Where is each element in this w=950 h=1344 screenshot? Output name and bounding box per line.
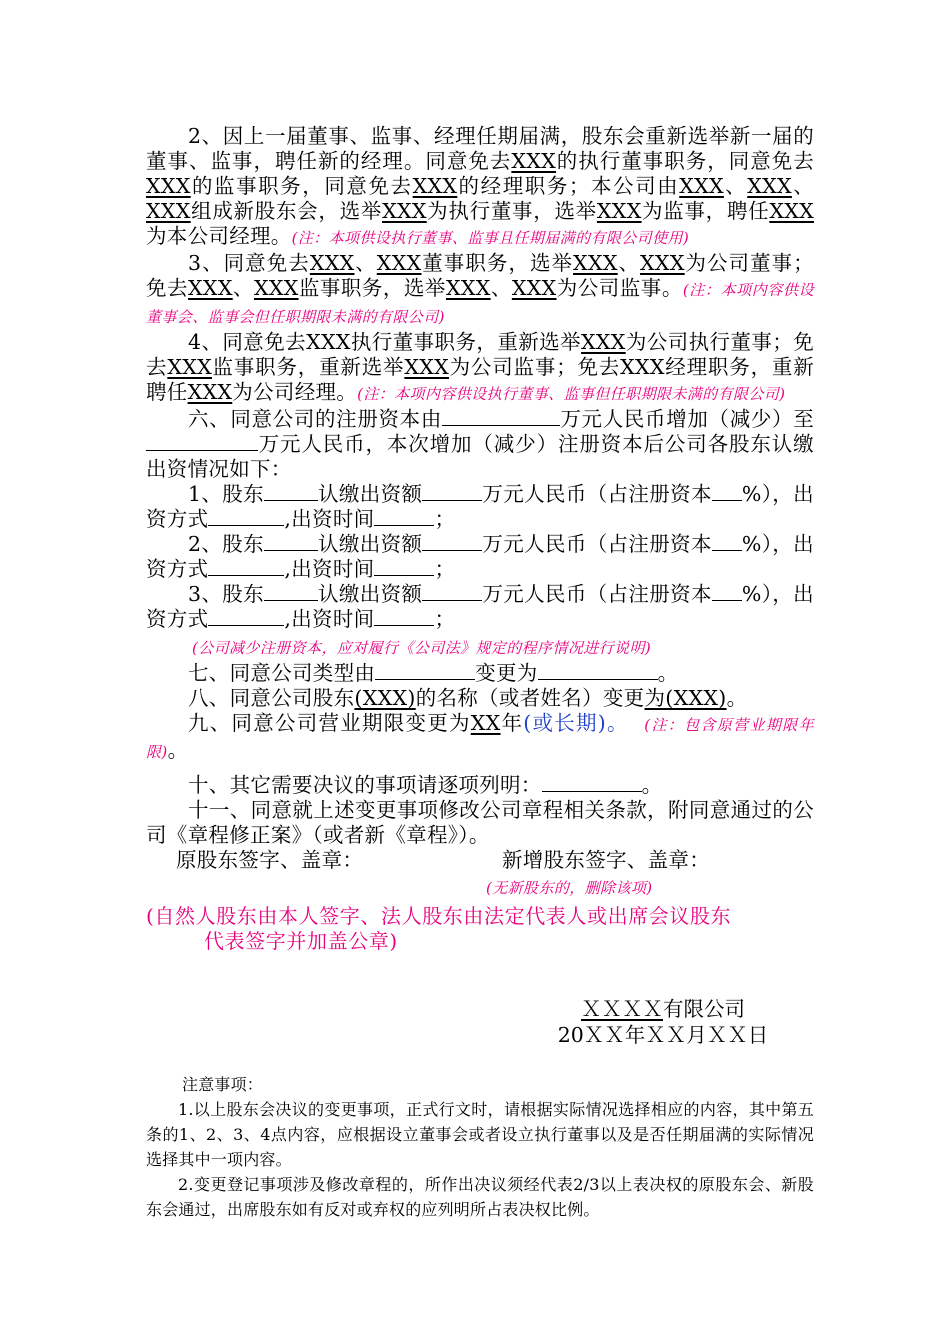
- text: 为公司监事；免去XXX经理职务，重新聘任: [146, 355, 814, 404]
- blank-line: [538, 661, 658, 680]
- text: 、: [617, 251, 641, 275]
- blank-line: [374, 607, 434, 626]
- blank-line: [264, 482, 318, 501]
- text: 八、同意公司股东: [188, 686, 355, 710]
- placeholder-name: XXX: [146, 199, 191, 223]
- blank-line: [712, 532, 742, 551]
- long-term-option: (或长期)。: [523, 711, 629, 735]
- text: 。: [657, 661, 679, 685]
- text: 万元人民币增加（减少）至: [560, 407, 814, 431]
- blank-line: [374, 507, 434, 526]
- placeholder-name: XXX: [640, 251, 685, 275]
- usage-note: (注：包含原营业期限年限): [146, 716, 814, 761]
- blank-line: [208, 557, 284, 576]
- text: ,出资时间: [284, 607, 375, 631]
- company-signature-block: [548, 996, 778, 1048]
- text: 董事职务，选举: [421, 251, 574, 275]
- item-2: [146, 124, 814, 251]
- text: %），: [741, 582, 794, 606]
- notice-title: 注意事项：: [182, 1075, 264, 1094]
- text: 万元人民币（占注册资本: [482, 482, 712, 506]
- usage-note: (注：本项内容供设执行董事、监事但任职期限未满的有限公司): [357, 385, 786, 403]
- placeholder-name: XXX: [187, 380, 233, 404]
- text: 变更为: [475, 661, 538, 685]
- reduce-capital-note: [146, 634, 814, 661]
- text: 万元人民币（占注册资本: [482, 582, 712, 606]
- text: ；: [434, 507, 456, 531]
- item-9: [146, 711, 814, 765]
- item-7: [146, 661, 814, 686]
- text: 出资方式: [146, 482, 814, 531]
- text: %），: [741, 482, 794, 506]
- text: 监事职务，重新选举: [212, 355, 405, 379]
- text: 年: [500, 711, 524, 735]
- placeholder-name: XXX: [596, 199, 642, 223]
- text: 认缴出资额: [317, 532, 423, 556]
- usage-note: (无新股东的，删除该项): [486, 879, 653, 897]
- item-8: [146, 686, 814, 711]
- item-10: [146, 773, 814, 798]
- text: 认缴出资额: [317, 482, 423, 506]
- company-name: [548, 996, 778, 1022]
- text: 、: [354, 251, 377, 275]
- text: ；: [434, 557, 456, 581]
- text: ,出资时间: [284, 507, 375, 531]
- text: 、: [791, 174, 815, 198]
- new-shareholder-note: [146, 876, 814, 898]
- text: 为公司执行董事；免去: [146, 330, 814, 379]
- resolution-body: [146, 124, 814, 954]
- text: 。: [167, 738, 189, 762]
- shareholder-row-1: [146, 482, 814, 532]
- text: 六、同意公司的注册资本由: [188, 407, 442, 431]
- text: 为执行董事，选举: [426, 199, 597, 223]
- text: 、: [232, 276, 254, 300]
- blank-line: [712, 582, 742, 601]
- text: 的名称（或者姓名）变更: [415, 686, 645, 710]
- text: 监事职务，选举: [298, 276, 446, 300]
- blank-line: [442, 407, 560, 426]
- item-11: [146, 798, 814, 848]
- placeholder-name: XXX: [376, 251, 422, 275]
- text: 出资方式: [146, 582, 814, 631]
- usage-note: (注：本项内容供设董事会、监事会但任职期限未满的有限公司): [146, 281, 814, 326]
- text: 、: [723, 174, 748, 198]
- notice-item: 2.变更登记事项涉及修改章程的，所作出决议须经代表2/3以上表决权的原股东会、新股东会通过，出席股东如有反对或弃权的应列明所占表决权比例。: [146, 1175, 814, 1219]
- text: 万元人民币（占注册资本: [482, 532, 712, 556]
- item-3: [146, 251, 814, 330]
- text: 。: [641, 773, 663, 797]
- text: ；: [434, 607, 456, 631]
- placeholder-name: XXX: [404, 355, 450, 379]
- text: 万元人民币，本次增加（减少）注册资本后公司各股东认缴出资情况如下：: [146, 432, 814, 481]
- text: 的监事职务，同意免去: [190, 174, 413, 198]
- blank-line: [375, 661, 475, 680]
- blank-line: [374, 557, 434, 576]
- placeholder-name: XXX: [382, 199, 427, 223]
- placeholder-name: XXX: [581, 330, 626, 354]
- text: ,出资时间: [284, 557, 375, 581]
- text: 4、同意免去XXX执行董事职务，重新选举: [188, 330, 582, 354]
- text: 九、同意公司营业期限变更为: [188, 711, 471, 735]
- text: 组成新股东会，选举: [190, 199, 383, 223]
- text: 2、因上一届董事、监事、经理任期届满，股东会重新选举新一届的董事、监事，聘任新的经理。同意免去: [146, 124, 814, 173]
- notice-section: [146, 1072, 814, 1222]
- placeholder-name: (XXX): [354, 686, 416, 710]
- placeholder-name: XXX: [253, 276, 299, 300]
- shareholder-row-2: [146, 532, 814, 582]
- resolution-date: 20ＸＸ年ＸＸ月ＸＸ日: [557, 1023, 769, 1047]
- placeholder-name: XXX: [167, 355, 213, 379]
- item-6: [146, 407, 814, 482]
- signature-row: [146, 848, 814, 876]
- placeholder-name: XXX: [188, 276, 233, 300]
- blank-line: [422, 532, 482, 551]
- usage-note: (注：本项供设执行董事、监事且任期届满的有限公司使用): [291, 229, 690, 247]
- notice-item: 1.以上股东会决议的变更事项，正式行文时，请根据实际情况选择相应的内容，其中第五条的1、2、3、4点内容，应根据设立董事会或者设立执行董事以及是否任期届满的实际情况选择其中一项内容。: [146, 1100, 814, 1169]
- placeholder-name: 为(XXX): [644, 686, 727, 710]
- text: 认缴出资额: [317, 582, 423, 606]
- text: 、: [490, 276, 512, 300]
- placeholder-name: XXX: [747, 174, 792, 198]
- blank-line: [264, 532, 318, 551]
- text: 为公司监事。: [556, 276, 683, 300]
- original-shareholder-signature: 原股东签字、盖章：: [176, 848, 364, 872]
- blank-line: [422, 582, 482, 601]
- text: 七、同意公司类型由: [188, 661, 376, 685]
- shareholder-row-3: [146, 582, 814, 632]
- blank-line: [264, 582, 318, 601]
- blank-line: [146, 432, 258, 451]
- placeholder-name: XXX: [309, 251, 355, 275]
- blank-line: [208, 607, 284, 626]
- text: 3、同意免去: [188, 251, 310, 275]
- blank-line: [542, 773, 642, 792]
- placeholder-name: XXX: [445, 276, 491, 300]
- placeholder-name: XXX: [146, 174, 191, 198]
- usage-note: (公司减少注册资本，应对履行《公司法》规定的程序情况进行说明): [192, 639, 652, 657]
- placeholder-name: XXX: [511, 276, 557, 300]
- text: 为监事，聘任: [641, 199, 770, 223]
- placeholder-years: XX: [470, 711, 501, 735]
- placeholder-name: XXX: [679, 174, 724, 198]
- text: 十、其它需要决议的事项请逐项列明：: [188, 773, 542, 797]
- text: 为公司经理。: [232, 380, 358, 404]
- text: 为公司董事；免去: [146, 251, 814, 300]
- text: 十一、同意就上述变更事项修改公司章程相关条款，附同意通过的公司《章程修正案》（或者新《章程》）。: [146, 798, 814, 847]
- item-4: [146, 330, 814, 407]
- text: 的执行董事职务，同意免去: [556, 149, 814, 173]
- text: 1、股东: [188, 482, 264, 506]
- instruction-line: (自然人股东由本人签字、法人股东由法定代表人或出席会议股东: [146, 904, 732, 928]
- blank-line: [712, 482, 742, 501]
- blank-line: [422, 482, 482, 501]
- instruction-line: 代表签字并加盖公章): [204, 929, 398, 953]
- signing-instruction: [146, 904, 814, 954]
- company-suffix: 有限公司: [663, 997, 745, 1021]
- placeholder-name: XXX: [412, 174, 458, 198]
- text: 为本公司经理。: [146, 224, 292, 248]
- text: 出资方式: [146, 532, 814, 581]
- placeholder-name: XXX: [511, 149, 557, 173]
- placeholder-name: XXX: [573, 251, 618, 275]
- company-placeholder: ＸＸＸＸ: [581, 997, 663, 1021]
- text: %），: [741, 532, 794, 556]
- blank-line: [208, 507, 284, 526]
- placeholder-name: XXX: [769, 199, 814, 223]
- text: 2、股东: [188, 532, 264, 556]
- new-shareholder-signature: 新增股东签字、盖章：: [502, 848, 710, 872]
- text: 。: [726, 686, 748, 710]
- text: 3、股东: [188, 582, 264, 606]
- text: 的经理职务；本公司由: [457, 174, 680, 198]
